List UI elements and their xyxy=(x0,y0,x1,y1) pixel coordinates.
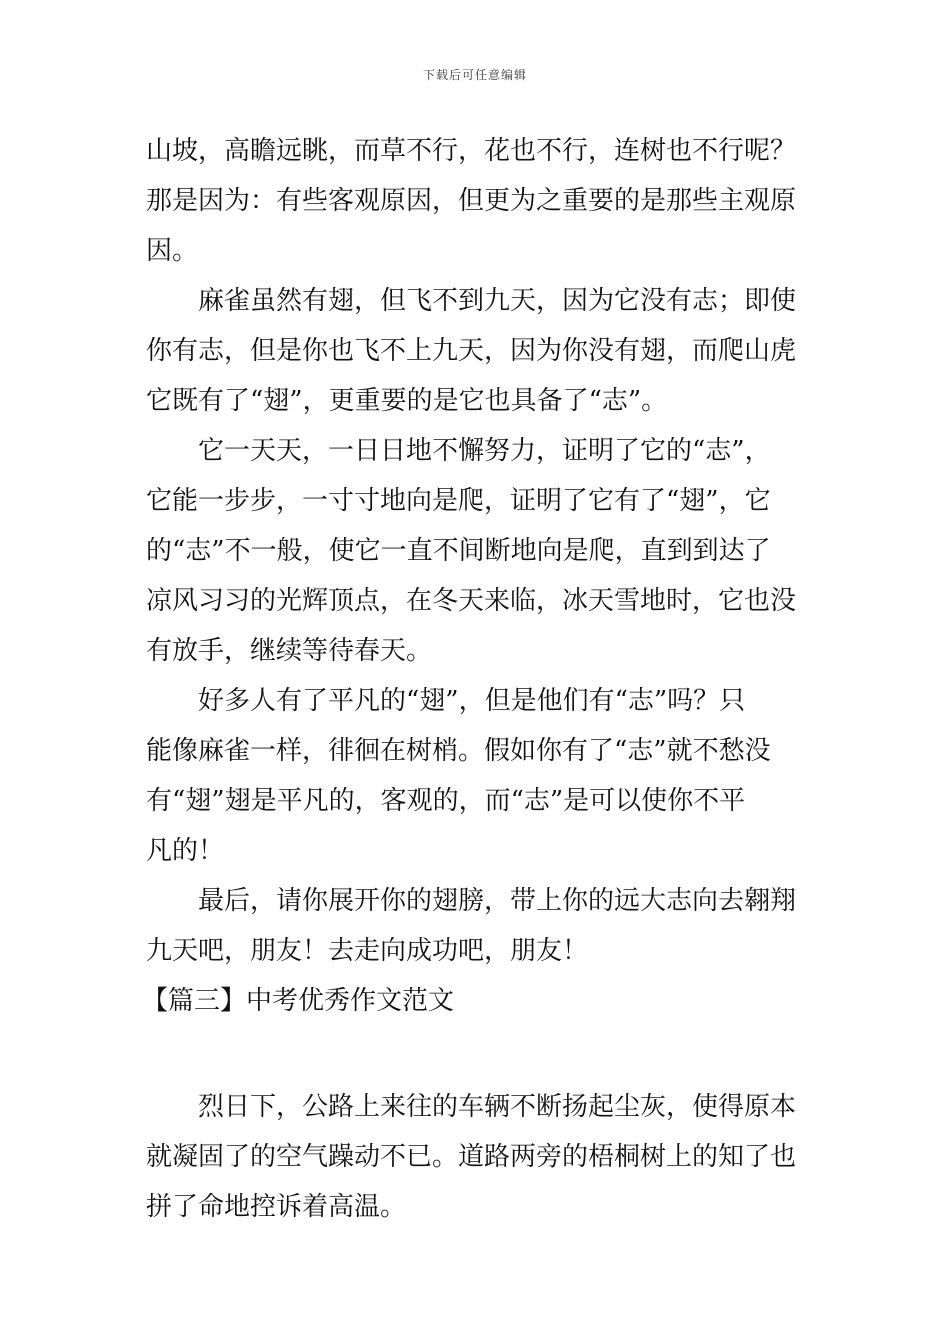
text-line: 山坡，高瞻远眺，而草不行，花也不行，连树也不行呢？ xyxy=(146,136,797,166)
text-line: 凡的！ xyxy=(146,836,225,866)
text-line: 它能一步步，一寸寸地向是爬，证明了它有了“翅”，它 xyxy=(146,486,771,516)
paragraph-sparrow xyxy=(146,276,806,426)
text-line: 那是因为：有些客观原因，但更为之重要的是那些主观原 xyxy=(146,186,797,216)
paragraph-effort xyxy=(146,426,806,676)
text-line: 它一天天，一日日地不懈努力，证明了它的“志”， xyxy=(198,436,771,466)
text-line: 有放手，继续等待春天。 xyxy=(146,636,433,666)
text-line: 凉风习习的光辉顶点，在冬天来临，冰天雪地时，它也没 xyxy=(146,586,797,616)
text-line: 能像麻雀一样，徘徊在树梢。假如你有了“志”就不愁没 xyxy=(146,736,771,766)
text-line: 好多人有了平凡的“翅”，但是他们有“志”吗？只 xyxy=(198,686,746,716)
paragraph-ordinary xyxy=(146,676,806,876)
text-line: 的“志”不一般，使它一直不间断地向是爬，直到到达了 xyxy=(146,536,771,566)
text-line: 你有志，但是你也飞不上九天，因为你没有翅，而爬山虎 xyxy=(146,336,797,366)
text-line: 麻雀虽然有翅，但飞不到九天，因为它没有志；即使 xyxy=(198,286,797,316)
section-spacer xyxy=(146,1026,806,1082)
paragraph-conclusion xyxy=(146,876,806,976)
paragraph-essay-three-opening xyxy=(146,1082,806,1232)
page-header: 下载后可任意编辑 xyxy=(422,68,527,82)
document-body xyxy=(142,126,806,1232)
text-line: 它既有了“翅”，更重要的是它也具备了“志”。 xyxy=(146,386,668,416)
text-line: 拼了命地控诉着高温。 xyxy=(146,1192,407,1222)
text-line: 烈日下，公路上来往的车辆不断扬起尘灰，使得原本 xyxy=(198,1092,797,1122)
text-line: 因。 xyxy=(146,236,199,266)
paragraph-continuation xyxy=(146,126,806,276)
text-line: 最后，请你展开你的翅膀，带上你的远大志向去翱翔 xyxy=(198,886,797,916)
text-line: 就凝固了的空气躁动不已。道路两旁的梧桐树上的知了也 xyxy=(146,1142,797,1172)
section-heading: 【篇三】中考优秀作文范文 xyxy=(142,986,455,1016)
text-line: 九天吧，朋友！去走向成功吧，朋友！ xyxy=(146,936,589,966)
text-line: 有“翅”翅是平凡的，客观的，而“志”是可以使你不平 xyxy=(146,786,746,816)
